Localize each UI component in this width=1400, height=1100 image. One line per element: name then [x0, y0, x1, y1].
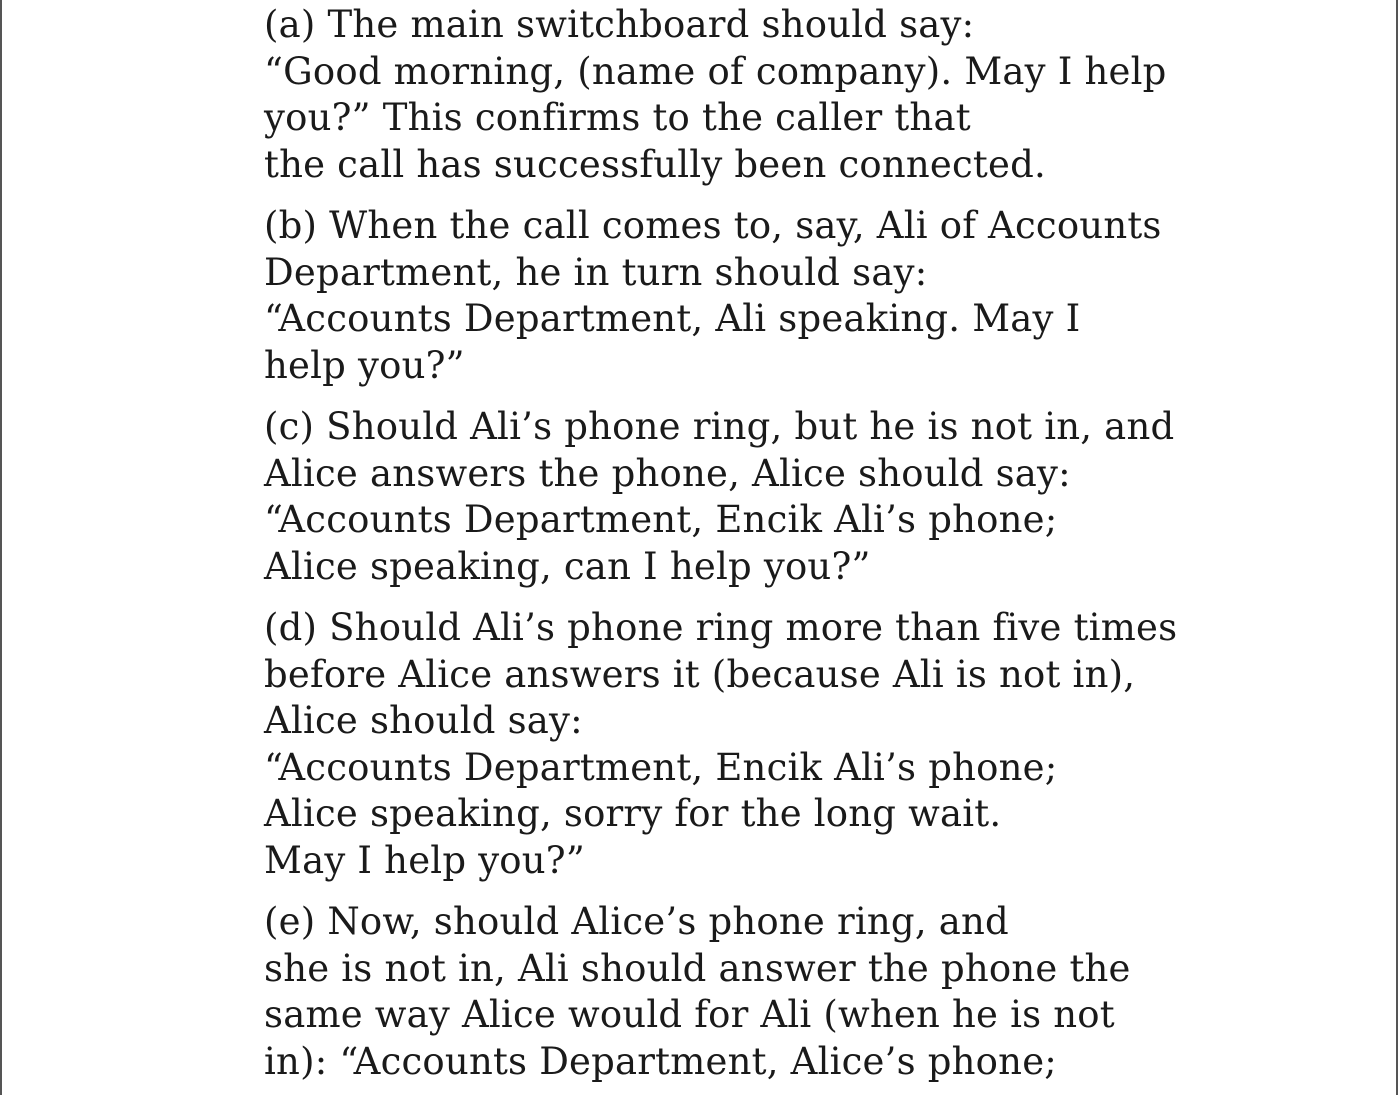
paragraph-a	[264, 2, 1264, 188]
text-line: (a) The main switchboard should say:	[264, 3, 975, 46]
text-line: Alice answers the phone, Alice should say:	[264, 451, 1071, 495]
text-line: help you?”	[264, 343, 465, 387]
document-body	[264, 2, 1264, 1100]
paragraph-b	[264, 203, 1264, 389]
text-line: “Accounts Department, Encik Ali’s phone;	[264, 498, 1058, 541]
paragraph-c	[264, 404, 1264, 590]
text-line: (b) When the call comes to, say, Ali of Accounts	[264, 204, 1162, 247]
text-line: (c) Should Ali’s phone ring, but he is not in, and	[264, 405, 1175, 448]
text-line: Alice should say:	[264, 699, 583, 742]
text-line: she is not in, Ali should answer the phone the	[264, 946, 1131, 990]
paragraph-d	[264, 605, 1264, 884]
text-line: Alice speaking, can I help you?”	[264, 544, 871, 588]
text-line: (e) Now, should Alice’s phone ring, and	[264, 900, 1009, 943]
text-line: May I help you?”	[264, 838, 585, 882]
paragraph-e	[264, 899, 1264, 1085]
text-line: before Alice answers it (because Ali is not in),	[264, 652, 1136, 696]
text-line: the call has successfully been connected.	[264, 142, 1046, 186]
text-line: “Accounts Department, Ali speaking. May I	[264, 297, 1081, 340]
text-line: “Accounts Department, Encik Ali’s phone;	[264, 745, 1058, 789]
text-line: “Good morning, (name of company). May I help	[264, 49, 1167, 93]
text-line: same way Alice would for Ali (when he is not	[264, 993, 1115, 1036]
text-line: Alice speaking, sorry for the long wait.	[264, 792, 1002, 835]
text-line: you?” This confirms to the caller that	[264, 96, 971, 139]
text-line: (d) Should Ali’s phone ring more than five times	[264, 606, 1178, 649]
text-line: Department, he in turn should say:	[264, 250, 928, 294]
text-line: in): “Accounts Department, Alice’s phone;	[264, 1039, 1057, 1083]
